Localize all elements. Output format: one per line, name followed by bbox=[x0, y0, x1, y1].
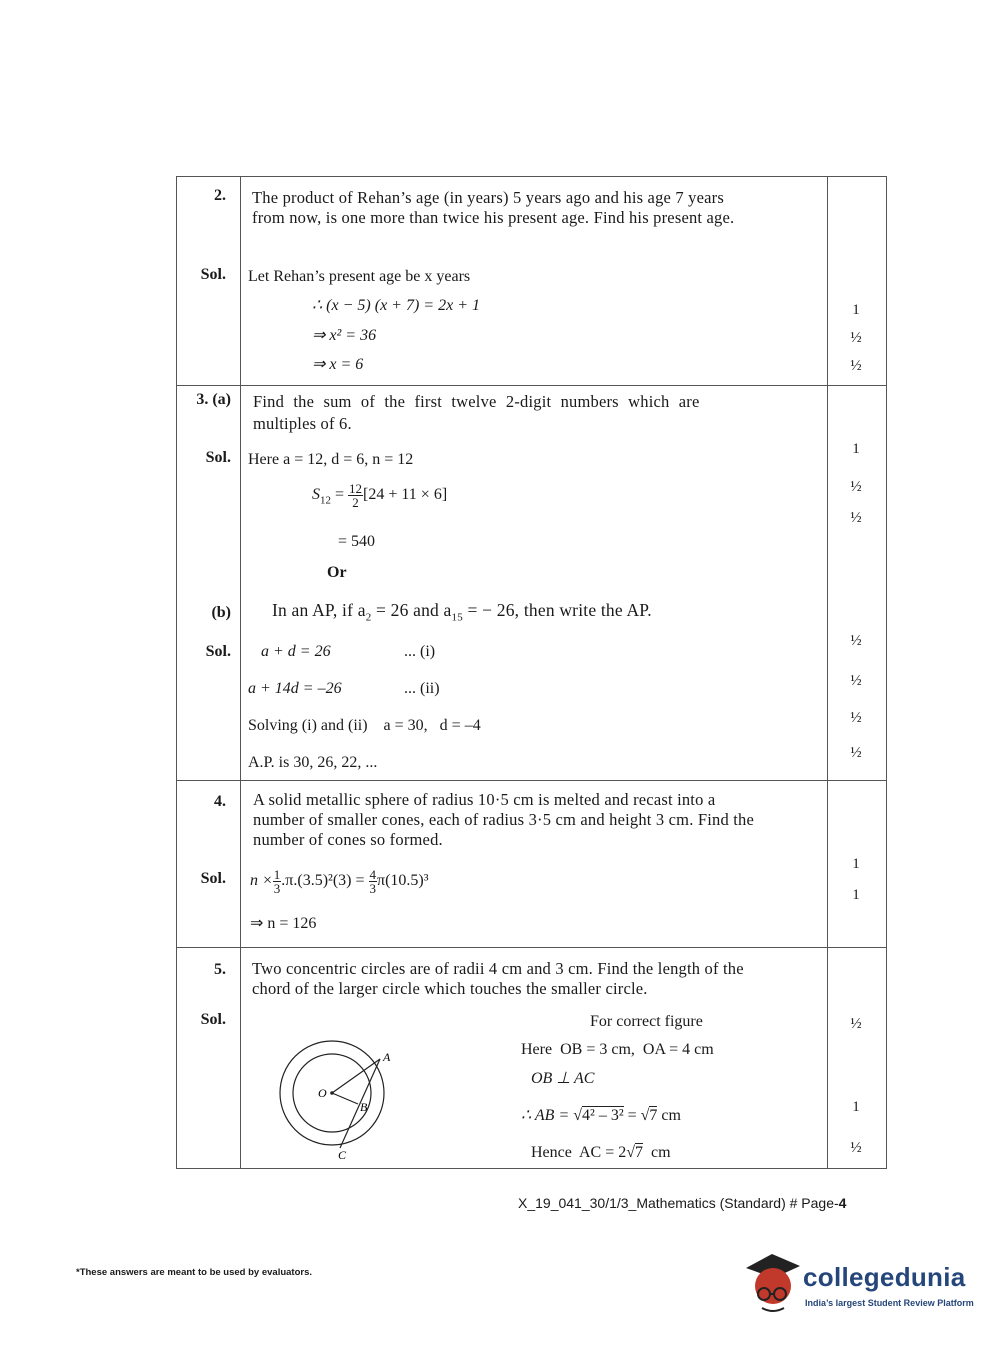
solution-label: Sol. bbox=[200, 266, 226, 283]
question-number: 4. bbox=[214, 793, 226, 810]
mark: 1 bbox=[852, 1099, 860, 1115]
solution-line: ∴ (x − 5) (x + 7) = 2x + 1 bbox=[312, 297, 480, 314]
mark: ½ bbox=[850, 1016, 862, 1032]
mark: ½ bbox=[850, 330, 862, 346]
question-text: The product of Rehan’s age (in years) 5 years ago and his age 7 years bbox=[252, 188, 724, 207]
solution-line: For correct figure bbox=[590, 1013, 703, 1030]
column-divider-right bbox=[827, 177, 828, 1168]
question-number: (b) bbox=[211, 604, 231, 621]
sum-formula: $S_{12}$ = $\frac{12}{2}$ [24 + 11 × 6] bbox=[312, 481, 448, 510]
concentric-circles-figure bbox=[270, 1035, 410, 1165]
row-divider bbox=[177, 385, 886, 386]
label-b: B bbox=[360, 1100, 368, 1114]
mark: 1 bbox=[852, 856, 860, 872]
question-text: A solid metallic sphere of radius 10·5 cm is melted and recast into a bbox=[253, 790, 716, 809]
solution-line: Solving (i) and (ii) a = 30, d = –4 bbox=[248, 717, 481, 734]
page-footer: X_19_041_30/1/3_Mathematics (Standard) # Page-4 bbox=[518, 1195, 847, 1211]
answer-table bbox=[176, 176, 887, 1169]
mark: ½ bbox=[850, 479, 862, 495]
solution-line: OB ⊥ AC bbox=[531, 1070, 595, 1087]
solution-line: Let Rehan’s present age be x years bbox=[248, 268, 471, 285]
question-number: 3. (a) bbox=[196, 391, 231, 408]
row-divider bbox=[177, 947, 886, 948]
solution-line: Here a = 12, d = 6, n = 12 bbox=[248, 451, 414, 468]
question-number: 2. bbox=[214, 187, 226, 204]
mark: ½ bbox=[850, 358, 862, 374]
solution-line: ⇒ x² = 36 bbox=[312, 327, 377, 344]
solution-label: Sol. bbox=[205, 643, 231, 660]
question-number: 5. bbox=[214, 961, 226, 978]
question-text: Two concentric circles are of radii 4 cm and 3 cm. Find the length of the bbox=[252, 959, 744, 978]
question-text: number of smaller cones, each of radius 3·5 cm and height 3 cm. Find the bbox=[253, 810, 755, 829]
solution-line: Here OB = 3 cm, OA = 4 cm bbox=[521, 1041, 714, 1058]
logo-text: collegedunia bbox=[803, 1262, 966, 1292]
column-divider-left bbox=[240, 177, 241, 1168]
label-o: O bbox=[318, 1086, 327, 1100]
collegedunia-mascot-icon bbox=[742, 1248, 804, 1318]
mark: ½ bbox=[850, 710, 862, 726]
mark: ½ bbox=[850, 633, 862, 649]
mark: ½ bbox=[850, 745, 862, 761]
solution-label: Sol. bbox=[200, 870, 226, 887]
mark: ½ bbox=[850, 673, 862, 689]
question-text: In an AP, if $a_2 = 26$ and $a_{15}$ = − 26, then write the AP. bbox=[272, 600, 652, 624]
mark: 1 bbox=[852, 441, 860, 457]
equation-ref: ... (ii) bbox=[404, 680, 440, 697]
question-text: chord of the larger circle which touches the smaller circle. bbox=[252, 979, 648, 998]
solution-result: = 540 bbox=[338, 533, 376, 550]
solution-line: a + 14d = –26 bbox=[248, 680, 342, 697]
solution-label: Sol. bbox=[205, 449, 231, 466]
mark: ½ bbox=[850, 1140, 862, 1156]
mark: 1 bbox=[852, 302, 860, 318]
row-divider bbox=[177, 780, 886, 781]
question-text: from now, is one more than twice his present age. Find his present age. bbox=[252, 208, 735, 227]
solution-line: ⇒ x = 6 bbox=[312, 356, 364, 373]
solution-result: ⇒ n = 126 bbox=[250, 915, 317, 932]
equation-ref: ... (i) bbox=[404, 643, 436, 660]
mark: 1 bbox=[852, 887, 860, 903]
solution-label: Sol. bbox=[200, 1011, 226, 1028]
solution-line: Hence AC = 2√7 cm bbox=[531, 1144, 671, 1161]
label-a: A bbox=[383, 1050, 391, 1064]
or-separator: Or bbox=[327, 564, 347, 581]
evaluator-note: *These answers are meant to be used by evaluators. bbox=[76, 1267, 313, 1278]
question-text: Find the sum of the first twelve 2-digit numbers which are bbox=[253, 392, 700, 411]
logo-tagline: India’s largest Student Review Platform bbox=[805, 1298, 974, 1308]
solution-line: A.P. is 30, 26, 22, ... bbox=[248, 754, 378, 771]
label-c: C bbox=[338, 1148, 347, 1162]
volume-equation: n × $\frac{1}{3}$ .π.(3.5)²(3) = $\frac{4}{3}$ π(10.5)³ bbox=[250, 867, 429, 896]
question-text: multiples of 6. bbox=[253, 414, 352, 433]
solution-line: a + d = 26 bbox=[261, 643, 331, 660]
question-text: number of cones so formed. bbox=[253, 830, 443, 849]
solution-line: ∴ AB = √4² – 3² = √7 cm bbox=[521, 1107, 681, 1124]
mark: ½ bbox=[850, 510, 862, 526]
